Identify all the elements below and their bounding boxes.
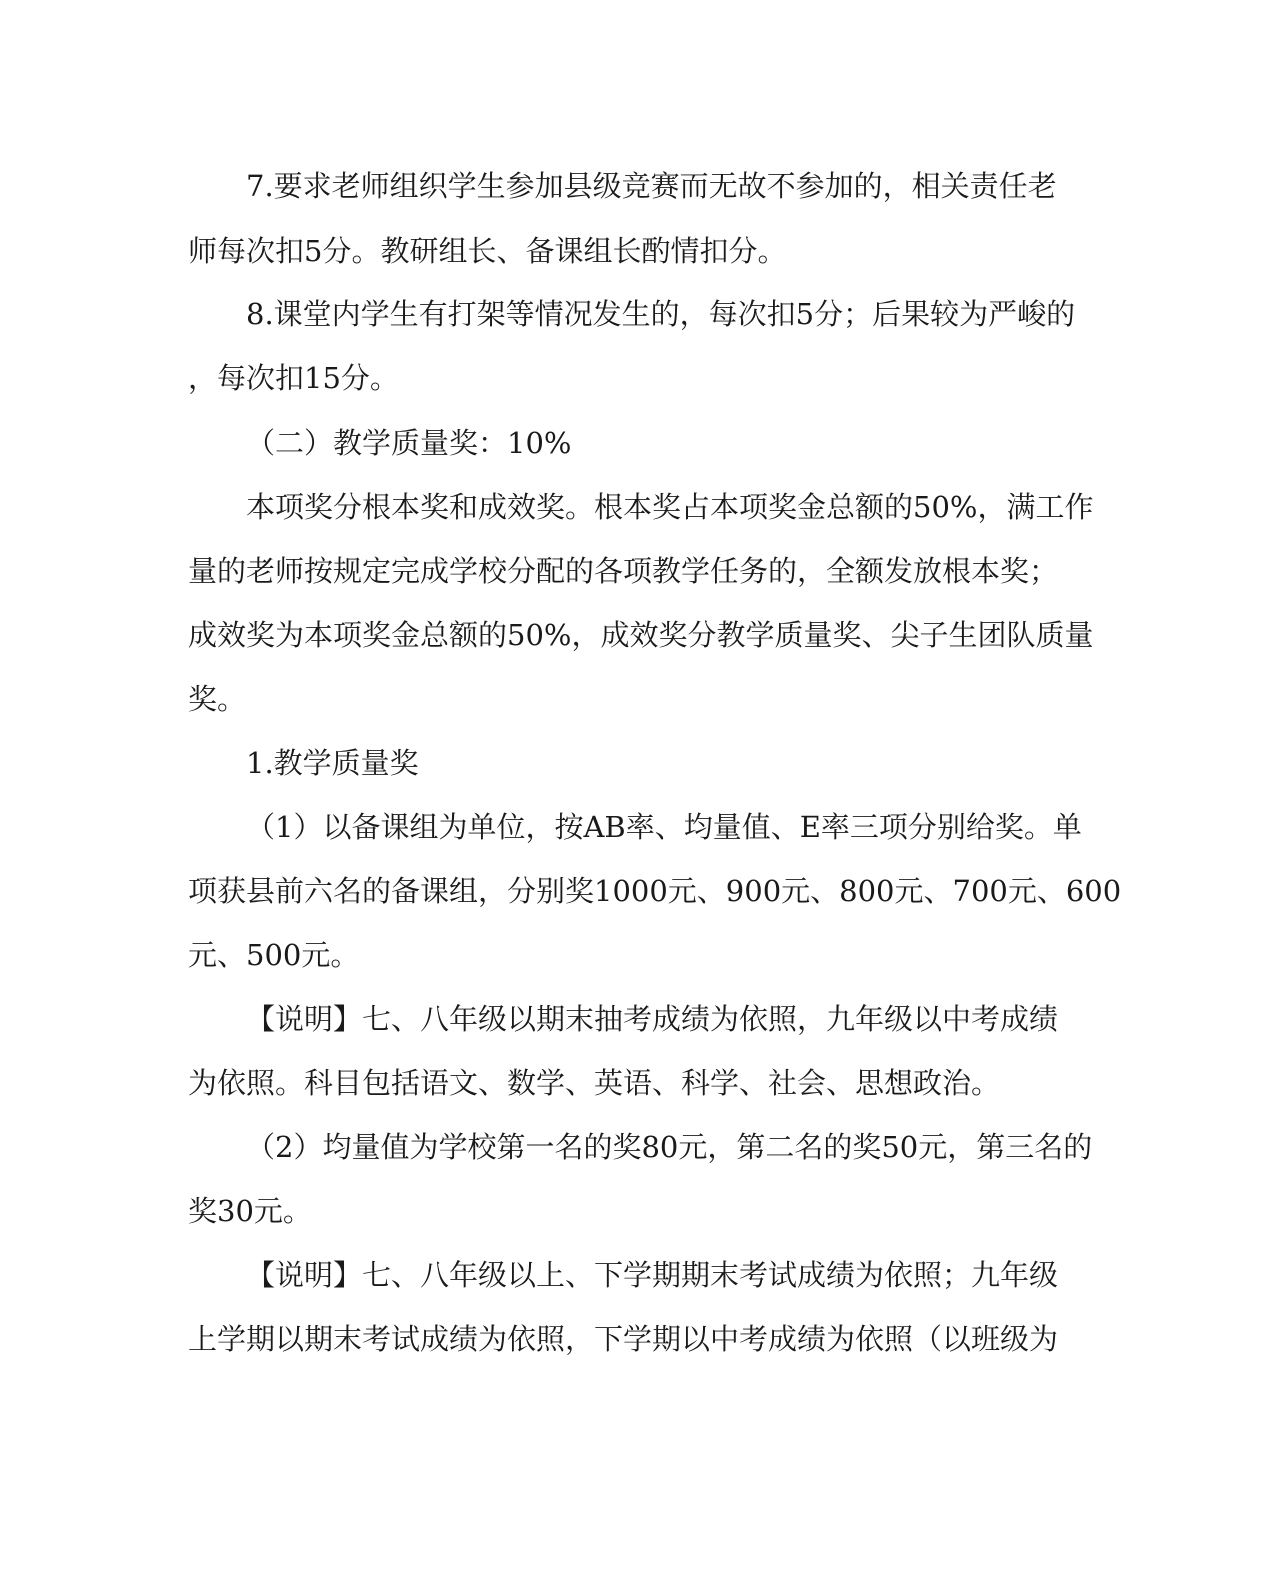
rule-8-line-1: 8.课堂内学生有打架等情况发生的，每次扣5分；后果较为严峻的 <box>246 297 1076 331</box>
rule-7-line-1: 7.要求老师组织学生参加县级竞赛而无故不参加的，相关责任老 <box>246 169 1057 203</box>
paragraph-award-line-2: 量的老师按规定完成学校分配的各项教学任务的，全额发放根本奖； <box>188 554 1059 588</box>
rule-7-line-2: 师每次扣5分。教研组长、备课组长酌情扣分。 <box>188 234 787 268</box>
note-2-line-2: 上学期以期末考试成绩为依照，下学期以中考成绩为依照（以班级为 <box>188 1322 1059 1356</box>
note-1-line-1: 【说明】七、八年级以期末抽考成绩为依照，九年级以中考成绩 <box>246 1002 1059 1036</box>
item-1-line-2: 项获县前六名的备课组，分别奖1000元、900元、800元、700元、600 <box>188 874 1122 908</box>
item-2-line-2: 奖30元。 <box>188 1194 312 1228</box>
rule-8-line-2: ，每次扣15分。 <box>188 361 399 395</box>
paragraph-award-line-4: 奖。 <box>188 682 247 716</box>
item-1-line-1: （1）以备课组为单位，按AB率、均量值、E率三项分别给奖。单 <box>246 810 1082 844</box>
paragraph-award-line-1: 本项奖分根本奖和成效奖。根本奖占本项奖金总额的50%，满工作 <box>246 490 1094 524</box>
subheading-teaching-quality-award: 1.教学质量奖 <box>246 746 419 780</box>
paragraph-award-line-3: 成效奖为本项奖金总额的50%，成效奖分教学质量奖、尖子生团队质量 <box>188 618 1094 652</box>
item-1-line-3: 元、500元。 <box>188 938 360 972</box>
note-1-line-2: 为依照。科目包括语文、数学、英语、科学、社会、思想政治。 <box>188 1066 1001 1100</box>
section-heading-teaching-quality: （二）教学质量奖：10% <box>246 426 572 460</box>
note-2-line-1: 【说明】七、八年级以上、下学期期末考试成绩为依照；九年级 <box>246 1258 1059 1292</box>
item-2-line-1: （2）均量值为学校第一名的奖80元，第二名的奖50元，第三名的 <box>246 1130 1093 1164</box>
